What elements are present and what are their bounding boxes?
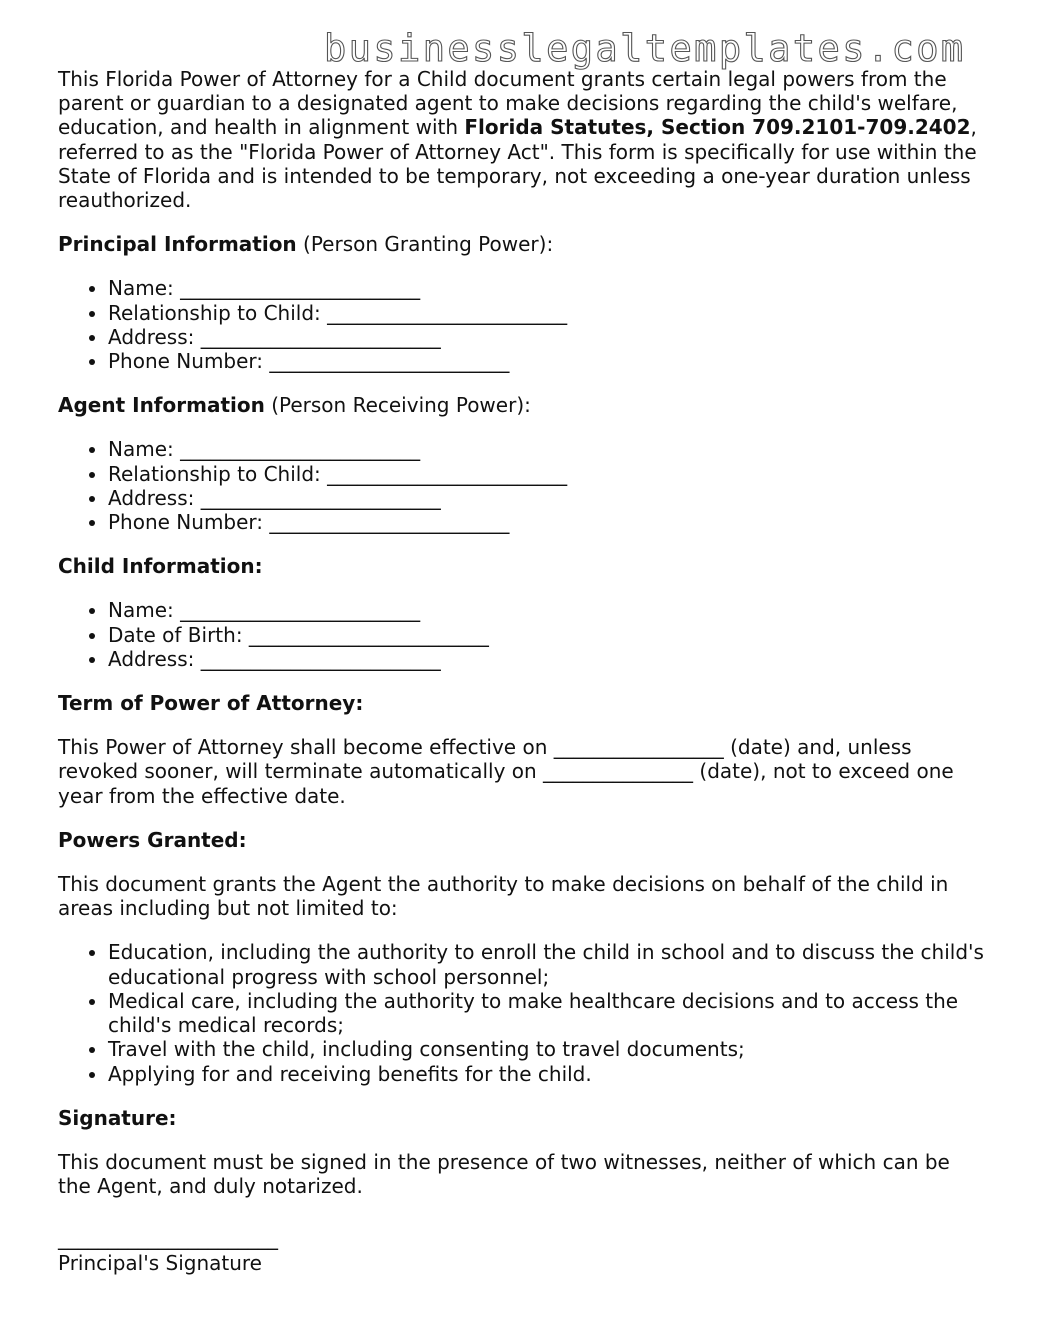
powers-paragraph: This document grants the Agent the authority to make decisions on behalf of the child in areas including but not limited to: bbox=[58, 872, 949, 921]
agent-phone-field[interactable]: • Phone Number: ________________________ bbox=[108, 510, 988, 534]
child-fields-list bbox=[58, 598, 988, 671]
powers-heading bbox=[58, 828, 988, 852]
intro-statute: Florida Statutes, Section 709.2101-709.2402 bbox=[464, 115, 971, 140]
term-heading bbox=[58, 691, 988, 715]
child-address-field[interactable]: • Address: ________________________ bbox=[108, 647, 988, 671]
agent-heading bbox=[58, 393, 988, 417]
principal-heading bbox=[58, 232, 988, 256]
principal-heading-title: Principal Information bbox=[58, 232, 297, 257]
intro-text-after: , referred to as the "Florida Power of Attorney Act". This form is specifically for use within the State of Florida and is intended to be temporary, not exceeding a one-year duration unless reauthorized. bbox=[58, 115, 977, 213]
intro-text-before: This Florida Power of Attorney for a Child document grants certain legal powers from the parent or guardian to a designated agent to make decisions regarding the child's welfare, education, and health in alignment with bbox=[58, 67, 958, 140]
principal-address-field[interactable]: • Address: ________________________ bbox=[108, 325, 988, 349]
child-heading-title: Child Information: bbox=[58, 554, 263, 579]
term-heading-title: Term of Power of Attorney: bbox=[58, 691, 364, 716]
power-item-education: • Education, including the authority to enroll the child in school and to discuss the child's educational progress with school personnel; bbox=[108, 940, 988, 988]
agent-heading-title: Agent Information bbox=[58, 393, 265, 418]
agent-heading-sub: (Person Receiving Power): bbox=[264, 393, 531, 418]
intro-paragraph bbox=[58, 67, 988, 212]
watermark: businesslegaltemplates.com bbox=[324, 27, 966, 70]
principal-name-field[interactable]: • Name: ________________________ bbox=[108, 276, 988, 300]
power-item-medical: • Medical care, including the authority to make healthcare decisions and to access the child's medical records; bbox=[108, 989, 988, 1037]
agent-address-field[interactable]: • Address: ________________________ bbox=[108, 486, 988, 510]
principal-heading-sub: (Person Granting Power): bbox=[296, 232, 554, 257]
term-paragraph: This Power of Attorney shall become effective on _________________ (date) and, unless revoked sooner, will terminate automatically on _______________ (date), not to exceed one year from the effective date. bbox=[58, 735, 954, 808]
child-dob-field[interactable]: • Date of Birth: ________________________ bbox=[108, 623, 988, 647]
signature-heading bbox=[58, 1106, 988, 1130]
principal-phone-field[interactable]: • Phone Number: ________________________ bbox=[108, 349, 988, 373]
signature-heading-title: Signature: bbox=[58, 1105, 177, 1130]
principal-relationship-field[interactable]: • Relationship to Child: ________________________ bbox=[108, 301, 988, 325]
child-heading bbox=[58, 554, 988, 578]
signature-paragraph: This document must be signed in the presence of two witnesses, neither of which can be the Agent, and duly notarized. bbox=[58, 1149, 950, 1199]
agent-relationship-field[interactable]: • Relationship to Child: ________________________ bbox=[108, 462, 988, 486]
powers-list bbox=[58, 940, 988, 1085]
power-item-travel: • Travel with the child, including consenting to travel documents; bbox=[108, 1037, 988, 1061]
principal-fields-list bbox=[58, 276, 988, 373]
signature-label: Principal's Signature bbox=[58, 1250, 262, 1275]
child-name-field[interactable]: • Name: ________________________ bbox=[108, 598, 988, 622]
document-body bbox=[58, 67, 988, 1275]
signature-line[interactable]: ______________________ bbox=[58, 1226, 278, 1251]
agent-name-field[interactable]: • Name: ________________________ bbox=[108, 437, 988, 461]
powers-heading-title: Powers Granted: bbox=[58, 827, 247, 852]
power-item-benefits: • Applying for and receiving benefits for the child. bbox=[108, 1062, 988, 1086]
agent-fields-list bbox=[58, 437, 988, 534]
